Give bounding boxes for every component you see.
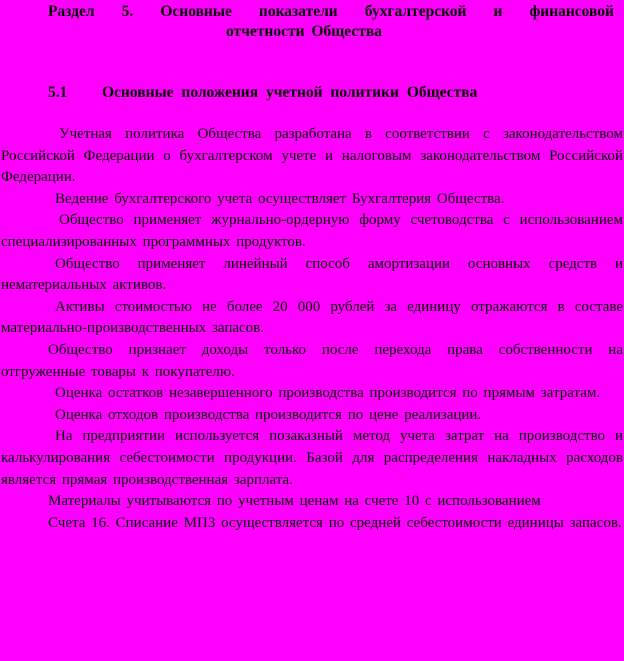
subsection-title bbox=[48, 83, 477, 103]
paragraph-accounting-policy: Учетная политика Общества разработана в соответствии с законодательством Российской Федерации о бухгалтерском учете и налоговым законодательством Российской Федерации. bbox=[1, 126, 623, 186]
section-title-line-1: Раздел 5. Основные показатели бухгалтерской и финансовой bbox=[48, 3, 614, 20]
paragraph-materials: Материалы учитываются по учетным ценам на счете 10 с использованием bbox=[48, 493, 541, 510]
subsection-number: 5.1 bbox=[48, 84, 68, 101]
paragraph-waste: Оценка отходов производства производится по цене реализации. bbox=[55, 406, 482, 423]
paragraph-journal-order: Общество применяет журнально-ордерную форму счетоводства с использованием специализированных программных продуктов. bbox=[1, 212, 623, 250]
paragraph-costing: На предприятии используется позаказный метод учета затрат на производство и калькулирования себестоимости продукции. Базой для распределения накладных расходов является прямая производственная зарплата. bbox=[1, 428, 623, 488]
paragraph-write-off: Счета 16. Списание МПЗ осуществляется по средней себестоимости единицы запасов. bbox=[48, 514, 622, 531]
paragraph-wip: Оценка остатков незавершенного производства производится по прямым затратам. bbox=[55, 385, 601, 402]
paragraph-bookkeeping: Ведение бухгалтерского учета осуществляет Бухгалтерия Общества. bbox=[55, 190, 505, 207]
paragraph-income: Общество признает доходы только после перехода права собственности на отгруженные товары к покупателю. bbox=[1, 341, 623, 380]
section-title-line-2: отчетности Общества bbox=[226, 23, 382, 40]
body-text bbox=[1, 124, 623, 534]
section-title bbox=[0, 2, 624, 42]
paragraph-assets: Активы стоимостью не более 20 000 рублей за единицу отражаются в составе материально-производственных запасов. bbox=[1, 298, 623, 337]
paragraph-depreciation: Общество применяет линейный способ амортизации основных средств и нематериальных активов. bbox=[1, 255, 623, 294]
subsection-heading: Основные положения учетной политики Общества bbox=[102, 84, 478, 101]
